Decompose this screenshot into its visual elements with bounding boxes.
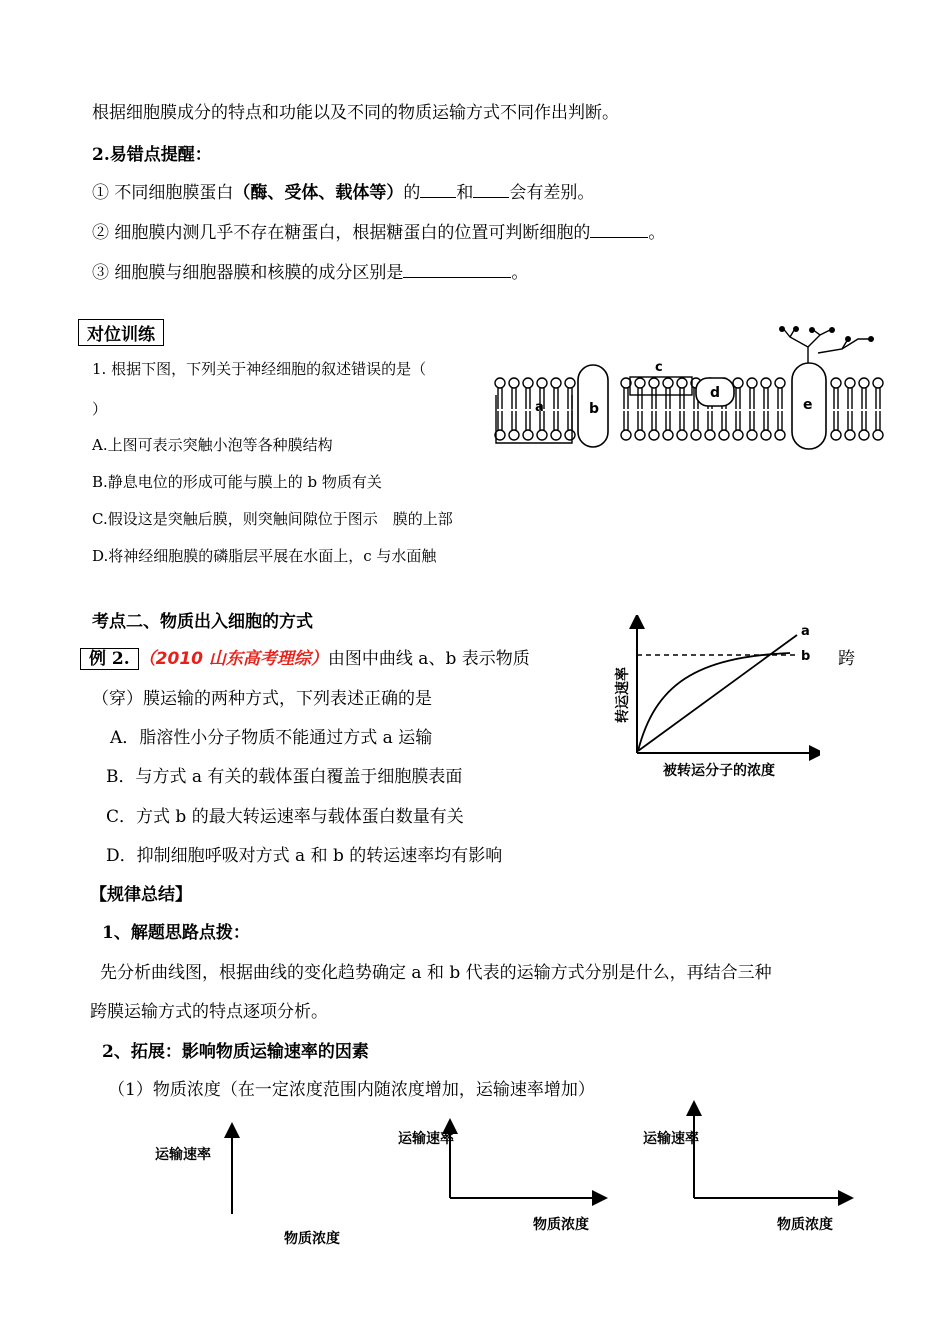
lipid-tail <box>554 411 558 430</box>
lipid-head <box>845 430 855 440</box>
lipid-tail <box>848 388 852 409</box>
axes1-y-axis <box>222 1120 242 1220</box>
lipid-tail <box>680 388 684 409</box>
lipid-head <box>635 378 645 388</box>
lipid-tail <box>638 388 642 409</box>
membrane-diagram <box>490 325 890 455</box>
lipid-head <box>873 378 883 388</box>
lipid-head <box>761 430 771 440</box>
lipid-head <box>733 430 743 440</box>
lipid-head <box>747 430 757 440</box>
lipid-head <box>761 378 771 388</box>
summary-p1: 先分析曲线图，根据曲线的变化趋势确定 a 和 b 代表的运输方式分别是什么，再结合三种 <box>100 963 772 983</box>
lipid-head <box>649 378 659 388</box>
blank-4[interactable] <box>403 261 511 278</box>
lipid-tail <box>778 411 782 430</box>
lipid-tail <box>680 411 684 430</box>
x-axis-label: 被转运分子的浓度 <box>663 763 775 779</box>
lipid-tail <box>694 411 698 430</box>
curve-a-label: a <box>801 624 810 639</box>
lipid-head <box>565 430 575 440</box>
lipid-head <box>621 430 631 440</box>
tip2-post: 。 <box>648 223 666 243</box>
example-stem-tail: 跨 <box>838 649 855 669</box>
lipid-head <box>831 378 841 388</box>
tip2-pre: ② 细胞膜内测几乎不存在糖蛋白，根据糖蛋白的位置可判断细胞的 <box>92 223 591 243</box>
lipid-head <box>551 378 561 388</box>
tip1-and: 和 <box>456 183 474 203</box>
lipid-head <box>537 378 547 388</box>
example-2-line <box>80 644 530 669</box>
lipid-tail <box>526 411 530 430</box>
summary-h1: 1、解题思路点拨： <box>102 923 250 943</box>
example-option-b: B．与方式 a 有关的载体蛋白覆盖于细胞膜表面 <box>106 767 463 787</box>
example-source: （2010 山东高考理综） <box>138 649 328 669</box>
lipid-tail <box>624 388 628 409</box>
summary-p2: 跨膜运输方式的特点逐项分析。 <box>90 1002 328 1022</box>
lipid-head <box>677 430 687 440</box>
example-label: 例 2. <box>80 648 139 670</box>
tip1-bold: （酶、受体、载体等） <box>233 183 404 203</box>
lipid-head <box>705 430 715 440</box>
axes2-ylabel: 运输速率 <box>398 1131 454 1147</box>
lipid-tail <box>750 388 754 409</box>
lipid-tail <box>736 411 740 430</box>
lipid-tail <box>526 388 530 409</box>
lipid-tail <box>834 411 838 430</box>
tip-item-1 <box>92 178 594 203</box>
lipid-head <box>859 430 869 440</box>
lipid-head <box>509 378 519 388</box>
q1-stem-line1: 1. 根据下图，下列关于神经细胞的叙述错误的是（ <box>92 360 427 378</box>
label-a: a <box>535 400 544 415</box>
lipid-tail <box>848 411 852 430</box>
lipid-tail <box>862 388 866 409</box>
curve-b <box>638 653 790 751</box>
tips-heading: 2.易错点提醒： <box>92 145 212 165</box>
lipid-head <box>523 378 533 388</box>
example-option-a: A．脂溶性小分子物质不能通过方式 a 运输 <box>110 728 433 748</box>
summary-item1: （1）物质浓度（在一定浓度范围内随浓度增加，运输速率增加） <box>108 1080 595 1100</box>
transport-rate-graph <box>605 615 820 785</box>
axes3-ylabel: 运输速率 <box>643 1131 699 1147</box>
section2-title: 考点二、物质出入细胞的方式 <box>92 612 313 632</box>
axes3-xlabel: 物质浓度 <box>777 1217 833 1233</box>
lipid-head <box>523 430 533 440</box>
lipid-tail <box>876 388 880 409</box>
q1-option-a: A.上图可表示突触小泡等各种膜结构 <box>92 436 333 454</box>
sugar-chains <box>782 327 870 363</box>
label-d: d <box>710 385 721 401</box>
lipid-head <box>635 430 645 440</box>
lipid-head <box>649 430 659 440</box>
lipid-head <box>845 378 855 388</box>
lipid-tail <box>624 411 628 430</box>
axes2-xlabel: 物质浓度 <box>533 1217 589 1233</box>
lipid-tail <box>778 388 782 409</box>
example-option-d: D．抑制细胞呼吸对方式 a 和 b 的转运速率均有影响 <box>106 846 503 866</box>
example-stem-2: （穿）膜运输的两种方式，下列表述正确的是 <box>92 689 432 709</box>
lipid-head <box>509 430 519 440</box>
summary-h2: 2、拓展：影响物质运输速率的因素 <box>102 1042 369 1062</box>
example-stem: 由图中曲线 a、b 表示物质 <box>327 649 530 669</box>
lipid-tail <box>736 388 740 409</box>
blank-3[interactable] <box>590 221 648 238</box>
lipid-head <box>719 430 729 440</box>
q1-stem-line2: ） <box>92 400 108 418</box>
tip3-pre: ③ 细胞膜与细胞器膜和核膜的成分区别是 <box>92 263 404 283</box>
label-b: b <box>589 401 600 417</box>
lipid-head <box>775 378 785 388</box>
label-e: e <box>803 397 813 413</box>
blank-2[interactable] <box>473 181 509 198</box>
axes3 <box>684 1100 854 1208</box>
lipid-head <box>551 430 561 440</box>
lipid-tail <box>512 411 516 430</box>
protein-c-box <box>630 377 692 395</box>
lipid-tail <box>498 388 502 409</box>
lipid-tail <box>750 411 754 430</box>
tip-item-3 <box>92 258 528 283</box>
lipid-head <box>831 430 841 440</box>
curve-b-label: b <box>801 649 811 664</box>
lipid-tail <box>722 411 726 430</box>
axes2 <box>440 1118 610 1208</box>
intro-line: 根据细胞膜成分的特点和功能以及不同的物质运输方式不同作出判断。 <box>92 103 619 123</box>
blank-1[interactable] <box>420 181 456 198</box>
lipid-tail <box>764 411 768 430</box>
q1-option-d: D.将神经细胞膜的磷脂层平展在水面上，c 与水面触 <box>92 547 437 565</box>
tip1-mid: 的 <box>403 183 421 203</box>
lipid-tail <box>512 388 516 409</box>
tip-item-2 <box>92 218 665 243</box>
lipid-head <box>537 430 547 440</box>
lipid-tail <box>638 411 642 430</box>
lipid-head <box>495 378 505 388</box>
lipid-tail <box>652 411 656 430</box>
lipid-tail <box>708 411 712 430</box>
lipid-head <box>663 430 673 440</box>
lipid-tail <box>554 388 558 409</box>
tip3-post: 。 <box>511 263 529 283</box>
axes1-xlabel: 物质浓度 <box>284 1231 340 1247</box>
label-c: c <box>655 360 663 375</box>
lipid-head <box>775 430 785 440</box>
curve-a <box>638 635 797 751</box>
example-option-c: C．方式 b 的最大转运速率与载体蛋白数量有关 <box>106 807 464 827</box>
lipid-head <box>677 378 687 388</box>
q1-option-b: B.静息电位的形成可能与膜上的 b 物质有关 <box>92 473 382 491</box>
lipid-tail <box>666 388 670 409</box>
lipid-tail <box>834 388 838 409</box>
lipid-tail <box>764 388 768 409</box>
lipid-head <box>663 378 673 388</box>
y-axis-label: 转运速率 <box>615 667 631 723</box>
lipid-head <box>859 378 869 388</box>
lipid-tail <box>876 411 880 430</box>
lipid-head <box>691 430 701 440</box>
summary-title: 【规律总结】 <box>90 885 192 905</box>
training-box-label: 对位训练 <box>78 319 164 346</box>
lipid-head <box>747 378 757 388</box>
lipid-head <box>873 430 883 440</box>
axes1-ylabel: 运输速率 <box>155 1147 211 1163</box>
lipid-tail <box>666 411 670 430</box>
lipid-tail <box>862 411 866 430</box>
lipid-tail <box>652 388 656 409</box>
lipid-head <box>733 378 743 388</box>
tip1-pre: ① 不同细胞膜蛋白 <box>92 183 234 203</box>
lipid-head <box>565 378 575 388</box>
lipid-tail <box>498 411 502 430</box>
tip1-post: 会有差别。 <box>509 183 595 203</box>
q1-option-c: C.假设这是突触后膜，则突触间隙位于图示 膜的上部 <box>92 510 453 528</box>
